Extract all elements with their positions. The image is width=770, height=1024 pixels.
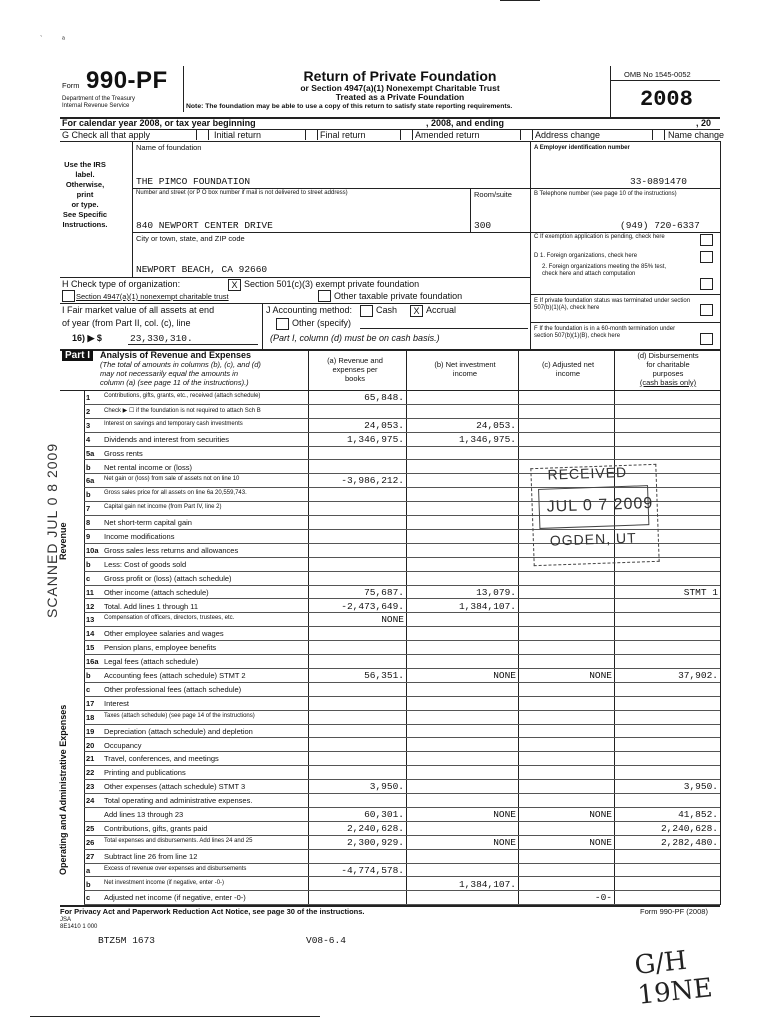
other-method-checkbox[interactable] xyxy=(276,318,289,330)
org-other-taxable-checkbox[interactable] xyxy=(318,290,331,302)
cell-col-c[interactable]: -0- xyxy=(594,892,612,904)
line-number: 7 xyxy=(86,504,91,514)
line-label: Gross rents xyxy=(104,448,143,458)
line-number: b xyxy=(86,671,91,680)
cell-col-c[interactable]: NONE xyxy=(589,670,612,681)
table-row xyxy=(60,655,720,669)
line-label: Total operating and administrative expenses. xyxy=(104,796,253,806)
privacy-notice: For Privacy Act and Paperwork Reduction Act Notice, see page 30 of the instructions. xyxy=(60,907,365,916)
line-label: Check ▶ ☐ if the foundation is not required to attach Sch B xyxy=(104,407,261,414)
line-number: 10a xyxy=(86,545,99,555)
line-label: Interest xyxy=(104,698,130,708)
line-number: 16a xyxy=(86,657,99,667)
table-row xyxy=(60,766,720,780)
city-state-zip[interactable]: NEWPORT BEACH, CA 92660 xyxy=(136,264,268,275)
line-label: Net investment income (if negative, enter -0-) xyxy=(104,879,225,886)
check-all-label: G Check all that apply xyxy=(62,130,151,140)
table-row xyxy=(60,794,720,808)
line-number: 2 xyxy=(86,406,91,416)
line-number: 25 xyxy=(86,823,95,833)
cash-basis-note: (Part I, column (d) must be on cash basis.) xyxy=(270,333,440,343)
expenses-side-label: Operating and Administrative Expenses xyxy=(58,704,68,875)
fmv-label-1: I Fair market value of all assets at end xyxy=(62,305,215,315)
exemption-pending-label: C If exemption application is pending, check here xyxy=(534,234,665,240)
table-row xyxy=(60,780,720,794)
jsa-label: JSA xyxy=(60,917,72,923)
accrual-checkbox[interactable]: X xyxy=(410,305,423,317)
cell-col-a[interactable]: -2,473,649. xyxy=(341,600,404,612)
cell-col-a[interactable]: 56,351. xyxy=(364,670,404,681)
cell-col-b[interactable]: 13,079. xyxy=(476,586,516,598)
table-row xyxy=(60,683,720,697)
cell-col-d[interactable]: 2,282,480. xyxy=(660,836,718,848)
line-number: 21 xyxy=(86,754,95,764)
cell-col-d[interactable]: STMT 1 xyxy=(683,586,718,598)
table-row xyxy=(60,891,720,905)
line-number: b xyxy=(86,879,91,889)
line-label: Gross sales less returns and allowances xyxy=(104,545,239,555)
cell-col-a[interactable]: -4,774,578. xyxy=(341,864,404,876)
handwritten-note: G/H 19NE xyxy=(633,945,714,1011)
amended-return-label: Amended return xyxy=(415,130,480,140)
line-number: a xyxy=(86,865,91,875)
name-change-checkbox[interactable] xyxy=(652,130,665,140)
room-suite-label: Room/suite xyxy=(474,190,512,199)
foundation-name-label: Name of foundation xyxy=(136,143,202,152)
omb-number: OMB No 1545-0052 xyxy=(624,70,691,79)
received-stamp-date: JUL 0 7 2009 xyxy=(546,494,654,516)
cell-col-b[interactable]: 1,384,107. xyxy=(458,600,516,612)
line-number: b xyxy=(86,462,91,472)
cell-col-a[interactable]: 3,950. xyxy=(369,781,404,793)
cell-col-a[interactable]: 24,053. xyxy=(364,419,404,431)
line-number: 17 xyxy=(86,698,95,708)
org-4947-label: Section 4947(a)(1) nonexempt charitable trust xyxy=(76,292,229,301)
street-address[interactable]: 840 NEWPORT CENTER DRIVE xyxy=(136,220,273,231)
part-1-desc-3: column (a) (see page 11 of the instructions).) xyxy=(100,378,249,387)
name-change-label: Name change xyxy=(668,130,725,140)
table-row xyxy=(60,850,720,864)
table-row xyxy=(60,419,720,433)
received-stamp xyxy=(530,464,659,566)
table-row xyxy=(60,822,720,836)
line-label: Occupancy xyxy=(104,740,142,750)
other-method-label: Other (specify) xyxy=(292,318,352,328)
line-number: 3 xyxy=(86,420,91,430)
line-label: Taxes (attach schedule) (see page 14 of the instructions) xyxy=(104,712,255,719)
line-number: 18 xyxy=(86,712,95,722)
table-row xyxy=(60,600,720,614)
line-number: b xyxy=(86,490,91,500)
software-version: V08-6.4 xyxy=(306,935,346,946)
room-suite[interactable]: 300 xyxy=(474,220,492,231)
form-prefix: Form xyxy=(62,81,80,90)
cell-col-a[interactable]: 75,687. xyxy=(364,586,404,598)
table-row xyxy=(60,613,720,627)
line-label: Total expenses and disbursements. Add lines 24 and 25 xyxy=(104,837,253,844)
accrual-label: Accrual xyxy=(426,305,457,315)
table-row xyxy=(60,878,720,892)
line-label: Pension plans, employee benefits xyxy=(104,643,217,653)
line-label: Other expenses (attach schedule) STMT 3 xyxy=(104,782,246,792)
cell-col-d[interactable]: 41,852. xyxy=(678,809,718,820)
line-label: Adjusted net income (if negative, enter -0-) xyxy=(104,893,246,903)
terminated-checkbox[interactable] xyxy=(700,304,713,316)
line-number: 13 xyxy=(86,615,95,625)
line-number: c xyxy=(86,893,91,903)
fmv-label-2: of year (from Part II, col. (c), line xyxy=(62,318,191,328)
scanned-stamp: SCANNED JUL 0 8 2009 xyxy=(44,442,60,618)
org-type-label: H Check type of organization: xyxy=(62,279,181,289)
form-subtitle-2: Treated as a Private Foundation xyxy=(335,92,465,102)
line-label: Interest on savings and temporary cash investments xyxy=(104,420,243,427)
sixty-month-checkbox[interactable] xyxy=(700,333,713,345)
cell-col-c[interactable]: NONE xyxy=(589,836,612,848)
table-row xyxy=(60,836,720,850)
ein-label: A Employer identification number xyxy=(534,145,630,151)
sixty-month-label: F If the foundation is in a 60-month termination under section 507(b)(1)(B), check here xyxy=(534,326,676,339)
accounting-method-label: J Accounting method: xyxy=(266,305,353,315)
cell-col-d[interactable]: 37,902. xyxy=(678,670,718,681)
form-note: Note: The foundation may be able to use a copy of this return to satisfy state reporting requirements. xyxy=(186,103,513,110)
cell-col-c[interactable]: NONE xyxy=(589,809,612,820)
initial-return-checkbox[interactable] xyxy=(196,130,209,140)
org-4947-checkbox[interactable] xyxy=(62,290,75,302)
ein-value[interactable]: 33-0891470 xyxy=(630,176,688,187)
line-number: 26 xyxy=(86,837,95,847)
cell-col-b[interactable]: 1,384,107. xyxy=(458,878,516,890)
line-number: b xyxy=(86,559,91,569)
cell-col-d[interactable]: 3,950. xyxy=(683,781,718,793)
foreign-org-checkbox[interactable] xyxy=(700,251,713,263)
table-row xyxy=(60,752,720,766)
part-1-desc-1: (The total of amounts in columns (b), (c), and (d) xyxy=(100,360,261,369)
line-label: Gross sales price for all assets on line 6a 20,559,743. xyxy=(104,490,247,497)
table-row xyxy=(60,627,720,641)
line-label: Capital gain net income (from Part IV, line 2) xyxy=(104,504,222,511)
table-row xyxy=(60,808,720,822)
line-number: 8 xyxy=(86,518,91,528)
phone-label: B Telephone number (see page 10 of the instructions) xyxy=(534,191,677,197)
foreign-85-label: 2. Foreign organizations meeting the 85% test, check here and attach computation xyxy=(542,264,667,277)
cell-col-b[interactable]: 1,346,975. xyxy=(458,433,516,445)
dept-line-2: Internal Revenue Service xyxy=(62,103,130,109)
line-label: Net gain or (loss) from sale of assets not on line 10 xyxy=(104,476,240,483)
table-row xyxy=(60,391,720,405)
line-number: 11 xyxy=(86,587,94,597)
received-stamp-place: OGDEN, UT xyxy=(549,529,637,549)
fmv-value[interactable]: 23,330,310. xyxy=(130,333,193,344)
line-label: Contributions, gifts, grants, etc., received (attach schedule) xyxy=(104,393,261,399)
cell-col-b[interactable]: NONE xyxy=(493,836,516,848)
line-label: Compensation of officers, directors, trustees, etc. xyxy=(104,615,235,622)
cell-col-a[interactable]: 2,240,628. xyxy=(346,822,404,834)
initial-return-label: Initial return xyxy=(214,130,262,140)
table-row xyxy=(60,697,720,711)
line-number: 27 xyxy=(86,851,95,861)
line-label: Travel, conferences, and meetings xyxy=(104,754,219,764)
street-label: Number and street (or P O box number if mail is not delivered to street address) xyxy=(136,190,348,196)
address-change-label: Address change xyxy=(535,130,601,140)
line-label: Total. Add lines 1 through 11 xyxy=(104,601,199,611)
line-number: c xyxy=(86,573,91,583)
line-label: Subtract line 26 from line 12 xyxy=(104,851,198,861)
cell-col-d[interactable]: 2,240,628. xyxy=(660,822,718,834)
cell-col-a[interactable]: 1,346,975. xyxy=(346,433,404,445)
line-label: Other employee salaries and wages xyxy=(104,629,224,639)
line-label: Less: Cost of goods sold xyxy=(104,559,187,569)
line-number: 12 xyxy=(86,601,95,611)
terminated-label: E If private foundation status was terminated under section 507(b)(1)(A), check here xyxy=(534,298,691,311)
line-number: 23 xyxy=(86,782,95,792)
cell-col-b[interactable]: NONE xyxy=(493,670,516,681)
table-row xyxy=(60,725,720,739)
cash-label: Cash xyxy=(376,305,398,315)
received-stamp-title: RECEIVED xyxy=(547,463,628,483)
calendar-year-label: For calendar year 2008, or tax year beginning xyxy=(62,118,256,128)
line-label: Dividends and interest from securities xyxy=(104,434,230,444)
org-501c3-checkbox[interactable]: X xyxy=(228,279,241,291)
line-number: 1 xyxy=(86,393,91,402)
table-row xyxy=(60,711,720,725)
cell-col-b[interactable]: NONE xyxy=(493,809,516,820)
line-label: Other professional fees (attach schedule) xyxy=(104,684,242,694)
line-label: Contributions, gifts, grants paid xyxy=(104,823,208,833)
table-row xyxy=(60,864,720,878)
foreign-85-checkbox[interactable] xyxy=(700,278,713,290)
foreign-org-label: D 1. Foreign organizations, check here xyxy=(534,253,638,259)
line-number: 9 xyxy=(86,532,91,541)
tax-year: 2008 xyxy=(640,87,693,112)
cell-col-a[interactable]: NONE xyxy=(381,614,404,626)
table-row xyxy=(60,586,720,600)
table-row xyxy=(60,433,720,447)
dept-line-1: Department of the Treasury xyxy=(62,96,136,102)
part-1-label: Part I xyxy=(62,350,93,361)
final-return-label: Final return xyxy=(320,130,366,140)
table-row xyxy=(60,572,720,586)
line-number: 4 xyxy=(86,434,91,444)
line-number: 19 xyxy=(86,726,95,736)
foundation-name[interactable]: THE PIMCO FOUNDATION xyxy=(136,176,251,187)
form-number: 990-PF xyxy=(86,67,168,94)
cell-col-b[interactable]: 24,053. xyxy=(476,419,516,431)
cell-col-a[interactable]: 65,848. xyxy=(364,392,404,403)
form-subtitle-1: or Section 4947(a)(1) Nonexempt Charitable Trust xyxy=(300,83,500,93)
phone-value[interactable]: (949) 720-6337 xyxy=(620,220,700,231)
line-number: 20 xyxy=(86,740,95,750)
line-label: Depreciation (attach schedule) and depletion xyxy=(104,726,253,736)
line-label: Legal fees (attach schedule) xyxy=(104,657,199,667)
cell-col-a[interactable]: 2,300,929. xyxy=(346,836,404,848)
line-label: Net rental income or (loss) xyxy=(104,462,192,472)
line-label: Excess of revenue over expenses and disbursements xyxy=(104,865,247,872)
line-label: Income modifications xyxy=(104,532,175,541)
table-row xyxy=(60,641,720,655)
table-row xyxy=(60,669,720,683)
line-label: Add lines 13 through 23 xyxy=(104,810,184,819)
fmv-label-3: 16) ▶ $ xyxy=(72,333,102,343)
line-label: Printing and publications xyxy=(104,768,186,778)
cash-checkbox[interactable] xyxy=(360,305,373,317)
calendar-year-end: , 20 xyxy=(696,118,712,128)
city-label: City or town, state, and ZIP code xyxy=(136,234,245,243)
line-label: Accounting fees (attach schedule) STMT 2 xyxy=(104,671,246,680)
line-number: 22 xyxy=(86,768,95,778)
calendar-year-mid: , 2008, and ending xyxy=(426,118,505,128)
org-other-taxable-label: Other taxable private foundation xyxy=(334,291,463,301)
form-title: Return of Private Foundation xyxy=(303,68,497,84)
part-1-title: Analysis of Revenue and Expenses xyxy=(100,350,252,360)
form-footer-id: Form 990-PF (2008) xyxy=(640,907,708,916)
cell-col-a[interactable]: -3,986,212. xyxy=(341,475,404,487)
line-label: Gross profit or (loss) (attach schedule) xyxy=(104,573,232,583)
line-label: Other income (attach schedule) xyxy=(104,587,209,597)
line-number: 5a xyxy=(86,448,95,458)
batch-number: BTZ5M 1673 xyxy=(98,935,156,946)
form-code: 8E1410 1 000 xyxy=(60,924,98,930)
line-number: 14 xyxy=(86,629,95,639)
line-number: c xyxy=(86,684,91,694)
line-label: Net short-term capital gain xyxy=(104,518,192,528)
line-number: 15 xyxy=(86,643,95,653)
part-1-desc-2: may not necessarily equal the amounts in xyxy=(100,369,238,378)
table-row xyxy=(60,739,720,753)
address-change-checkbox[interactable] xyxy=(520,130,533,140)
exemption-pending-checkbox[interactable] xyxy=(700,234,713,246)
cell-col-a[interactable]: 60,301. xyxy=(364,809,404,820)
table-row xyxy=(60,447,720,461)
org-501c3-label: Section 501(c)(3) exempt private foundation xyxy=(244,279,420,289)
final-return-checkbox[interactable] xyxy=(305,130,318,140)
line-number: 6a xyxy=(86,476,95,486)
line-number: 24 xyxy=(86,796,95,806)
amended-return-checkbox[interactable] xyxy=(400,130,413,140)
table-row xyxy=(60,405,720,419)
revenue-side-label: Revenue xyxy=(58,522,68,560)
